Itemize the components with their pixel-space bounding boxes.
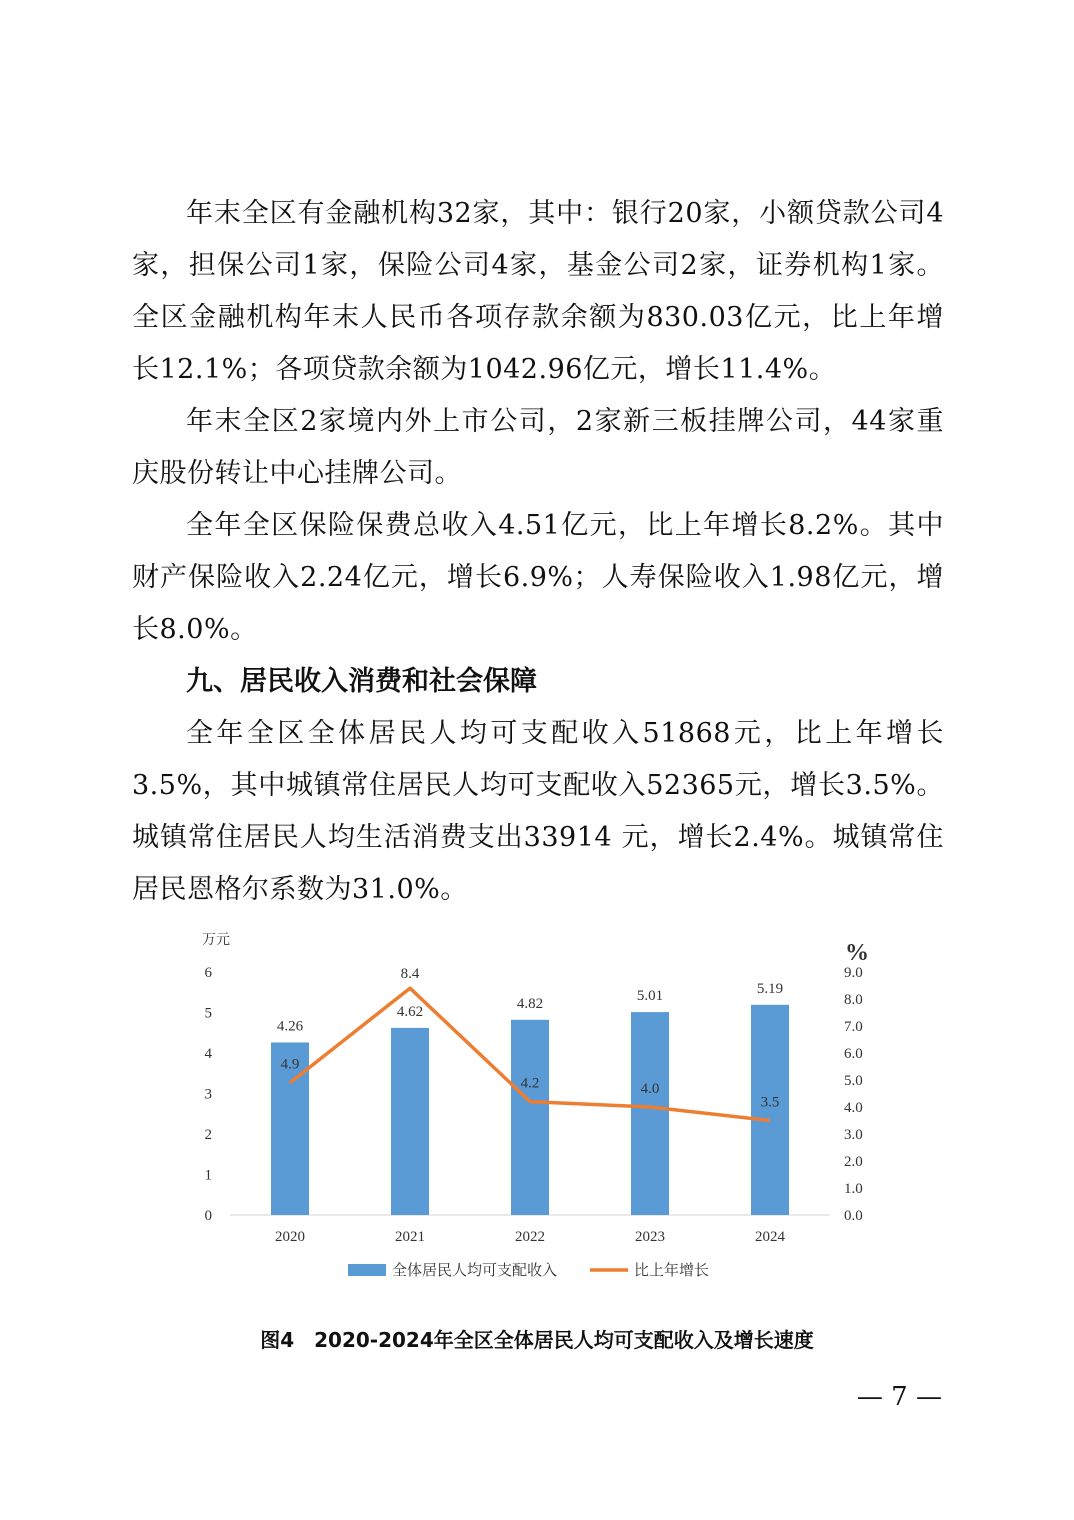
income-bar	[511, 1020, 549, 1215]
y-right-tick-label: 8.0	[844, 992, 863, 1008]
y-right-tick-label: 9.0	[844, 965, 863, 981]
bar-value-label: 5.01	[636, 988, 664, 1005]
bar-value-label: 5.19	[756, 980, 784, 997]
bar-value-label: 4.26	[276, 1018, 304, 1035]
y-right-tick-label: 5.0	[844, 1073, 863, 1089]
paragraph-resident-income: 全年全区全体居民人均可支配收入51868元，比上年增长3.5%，其中城镇常住居民人均可支配收入52365元，增长3.5%。城镇常住居民人均生活消费支出33914 元，增长2.4%。城镇常住居民恩格尔系数为31.0%。	[132, 718, 944, 905]
growth-value-label: 4.2	[520, 1075, 540, 1092]
income-bar	[391, 1028, 429, 1215]
x-tick-label: 2024	[755, 1229, 785, 1245]
page-number: — 7 —	[856, 1382, 942, 1412]
growth-value-label: 4.0	[640, 1081, 660, 1097]
y-left-tick-label: 0	[204, 1208, 212, 1224]
income-chart	[180, 928, 900, 1298]
paragraph-finance-institutions: 年末全区有金融机构32家，其中：银行20家，小额贷款公司4家，担保公司1家，保险公司4家，基金公司2家，证券机构1家。全区金融机构年末人民币各项存款余额为830.03亿元，比上年增长12.1%；各项贷款余额为1042.96亿元，增长11.4%。	[132, 198, 944, 385]
y-left-tick-label: 3	[204, 1086, 212, 1103]
income-bar	[631, 1012, 669, 1215]
legend-swatch-income	[348, 1264, 386, 1276]
y-right-tick-label: 6.0	[844, 1046, 863, 1062]
y-right-tick-label: 1.0	[844, 1181, 863, 1197]
x-tick-label: 2022	[515, 1229, 545, 1245]
y-left-tick-label: 4	[204, 1046, 212, 1062]
y-left-tick-label: 5	[204, 1005, 212, 1022]
growth-value-label: 3.5	[760, 1094, 780, 1111]
y-left-tick-label: 1	[204, 1167, 212, 1184]
legend-label-income: 全体居民人均可支配收入	[392, 1263, 558, 1279]
growth-value-label: 4.9	[280, 1056, 300, 1073]
section-heading: 九、居民收入消费和社会保障	[186, 666, 537, 697]
x-tick-label: 2023	[635, 1229, 665, 1245]
y-left-tick-label: 6	[204, 965, 212, 981]
x-tick-label: 2020	[275, 1229, 305, 1245]
y-right-tick-label: 0.0	[844, 1208, 863, 1224]
legend-label-growth: 比上年增长	[634, 1263, 710, 1279]
y-right-tick-label: 2.0	[844, 1154, 863, 1170]
y-right-tick-label: 7.0	[844, 1019, 863, 1035]
figure-caption: 图4 2020-2024年全区全体居民人均可支配收入及增长速度	[260, 1328, 814, 1352]
bar-value-label: 4.82	[516, 995, 544, 1012]
bar-value-label: 4.62	[396, 1003, 424, 1020]
paragraph-listed-companies: 年末全区2家境内外上市公司，2家新三板挂牌公司，44家重庆股份转让中心挂牌公司。	[132, 406, 944, 489]
growth-value-label: 8.4	[400, 966, 420, 983]
x-tick-label: 2021	[395, 1229, 425, 1245]
y-left-tick-label: 2	[204, 1127, 212, 1143]
y-right-unit: %	[845, 940, 869, 966]
y-left-unit: 万元	[202, 933, 230, 948]
y-right-tick-label: 4.0	[844, 1100, 863, 1116]
paragraph-insurance: 全年全区保险保费总收入4.51亿元，比上年增长8.2%。其中财产保险收入2.24亿元，增长6.9%；人寿保险收入1.98亿元，增长8.0%。	[132, 510, 944, 645]
y-right-tick-label: 3.0	[844, 1127, 863, 1143]
